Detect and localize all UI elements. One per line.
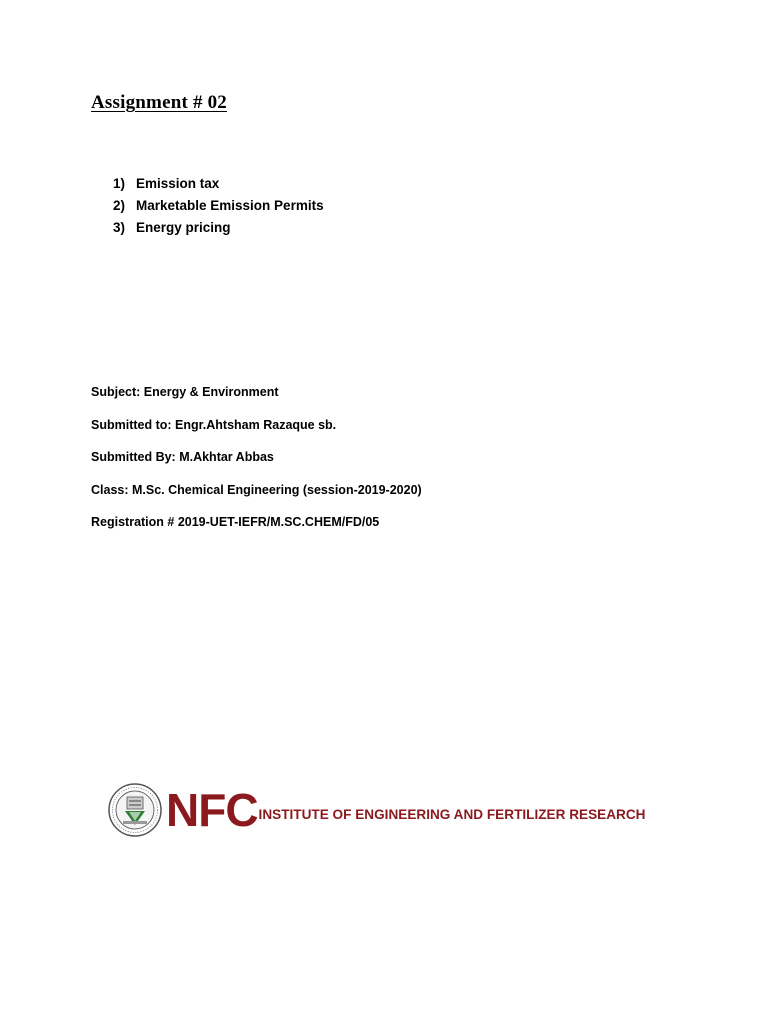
class-line: Class: M.Sc. Chemical Engineering (session-2019-2020) xyxy=(91,482,422,497)
institute-logo xyxy=(108,780,645,840)
nfc-wordmark: NFC xyxy=(166,784,258,836)
page-title: Assignment # 02 xyxy=(91,92,228,113)
submitted-to-line: Submitted to: Engr.Ahtsham Razaque sb. xyxy=(91,417,337,432)
list-item-number: 1) xyxy=(113,176,126,191)
submission-details xyxy=(91,384,422,547)
list-item-number: 3) xyxy=(113,220,126,235)
list-item-text: Marketable Emission Permits xyxy=(136,198,324,213)
submitted-by-line: Submitted By: M.Akhtar Abbas xyxy=(91,450,274,464)
list-item xyxy=(113,175,324,197)
subject-line: Subject: Energy & Environment xyxy=(91,385,279,399)
topic-list xyxy=(113,175,324,241)
university-seal-icon xyxy=(108,783,162,837)
registration-line: Registration # 2019-UET-IEFR/M.SC.CHEM/FD/05 xyxy=(91,515,380,529)
list-item xyxy=(113,197,324,219)
list-item-number: 2) xyxy=(113,198,126,213)
institute-name: INSTITUTE OF ENGINEERING AND FERTILIZER RESEARCH xyxy=(258,806,646,822)
list-item xyxy=(113,219,324,241)
list-item-text: Energy pricing xyxy=(136,220,231,235)
list-item-text: Emission tax xyxy=(136,176,220,191)
